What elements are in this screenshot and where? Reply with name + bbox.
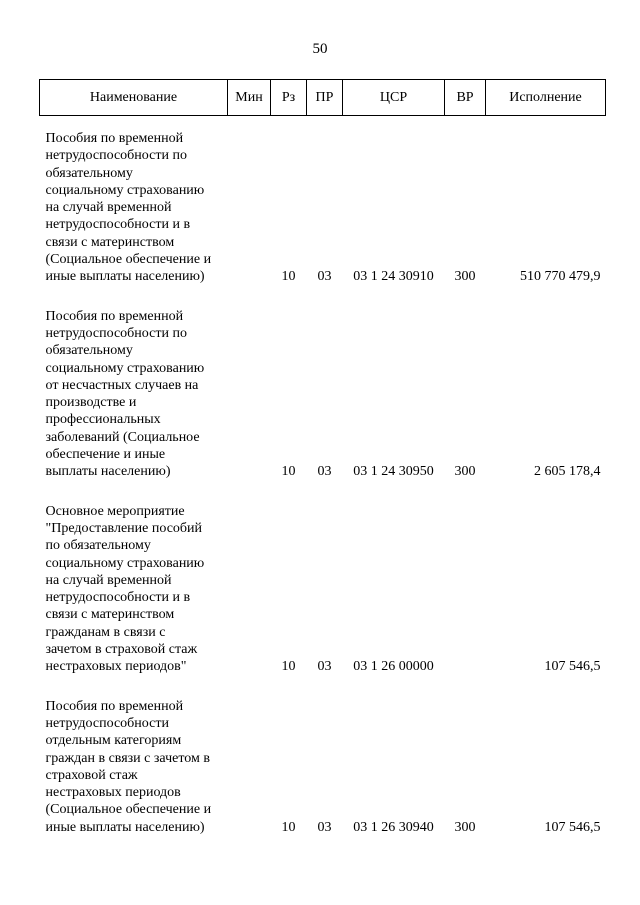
row-pr: 03 xyxy=(317,659,332,675)
row-pr: 03 xyxy=(317,819,332,835)
row-name: Пособия по временной нетрудоспособности по обязательному социальному страхованию на случай временной нетрудоспособности и в связи с материнством (Социальное обеспечение и иные выплаты населению) xyxy=(45,131,212,285)
row-vr: 300 xyxy=(454,269,476,285)
row-rz: 10 xyxy=(281,819,296,835)
table-row xyxy=(40,308,606,503)
row-vr: 300 xyxy=(454,819,476,835)
row-amount: 107 546,5 xyxy=(544,659,601,675)
header-vr: ВР xyxy=(445,80,486,116)
row-rz: 10 xyxy=(281,659,296,675)
row-vr xyxy=(445,503,486,698)
row-amount: 510 770 479,9 xyxy=(520,269,601,285)
header-amount: Исполнение xyxy=(486,80,606,116)
header-rz: Рз xyxy=(271,80,307,116)
row-name: Пособия по временной нетрудоспособности по обязательному социальному страхованию от несчастных случаев на производстве и профессиональных заболеваний (Социальное обеспечение и иные выплаты населению) xyxy=(45,308,205,480)
row-csr: 03 1 24 30950 xyxy=(353,464,434,480)
header-pr: ПР xyxy=(307,80,343,116)
row-name: Пособия по временной нетрудоспособности отдельным категориям граждан в связи с зачетом в страховой стаж нестраховых периодов (Социальное обеспечение и иные выплаты населению) xyxy=(45,698,212,835)
budget-table xyxy=(39,79,606,858)
row-amount: 2 605 178,4 xyxy=(534,464,601,480)
row-rz: 10 xyxy=(281,269,296,285)
row-min xyxy=(228,116,271,308)
row-rz: 10 xyxy=(281,464,296,480)
row-pr: 03 xyxy=(317,269,332,285)
row-pr: 03 xyxy=(317,464,332,480)
row-amount: 107 546,5 xyxy=(544,819,601,835)
row-csr: 03 1 26 00000 xyxy=(353,659,434,675)
header-csr: ЦСР xyxy=(343,80,445,116)
table-row xyxy=(40,698,606,858)
row-csr: 03 1 24 30910 xyxy=(353,269,434,285)
row-vr: 300 xyxy=(454,464,476,480)
row-name: Основное мероприятие "Предоставление пособий по обязательному социальному страхованию на случай временной нетрудоспособности и в связи с материнством гражданам в связи с зачетом в страховой стаж нестраховых периодов" xyxy=(45,503,205,675)
row-csr: 03 1 26 30940 xyxy=(353,819,434,835)
page-number: 50 xyxy=(312,41,328,57)
row-min xyxy=(228,698,271,858)
table-row xyxy=(40,503,606,698)
row-min xyxy=(228,308,271,503)
header-min: Мин xyxy=(228,80,271,116)
table-row xyxy=(40,116,606,308)
header-name: Наименование xyxy=(40,80,228,116)
row-min xyxy=(228,503,271,698)
header-row xyxy=(40,80,606,116)
